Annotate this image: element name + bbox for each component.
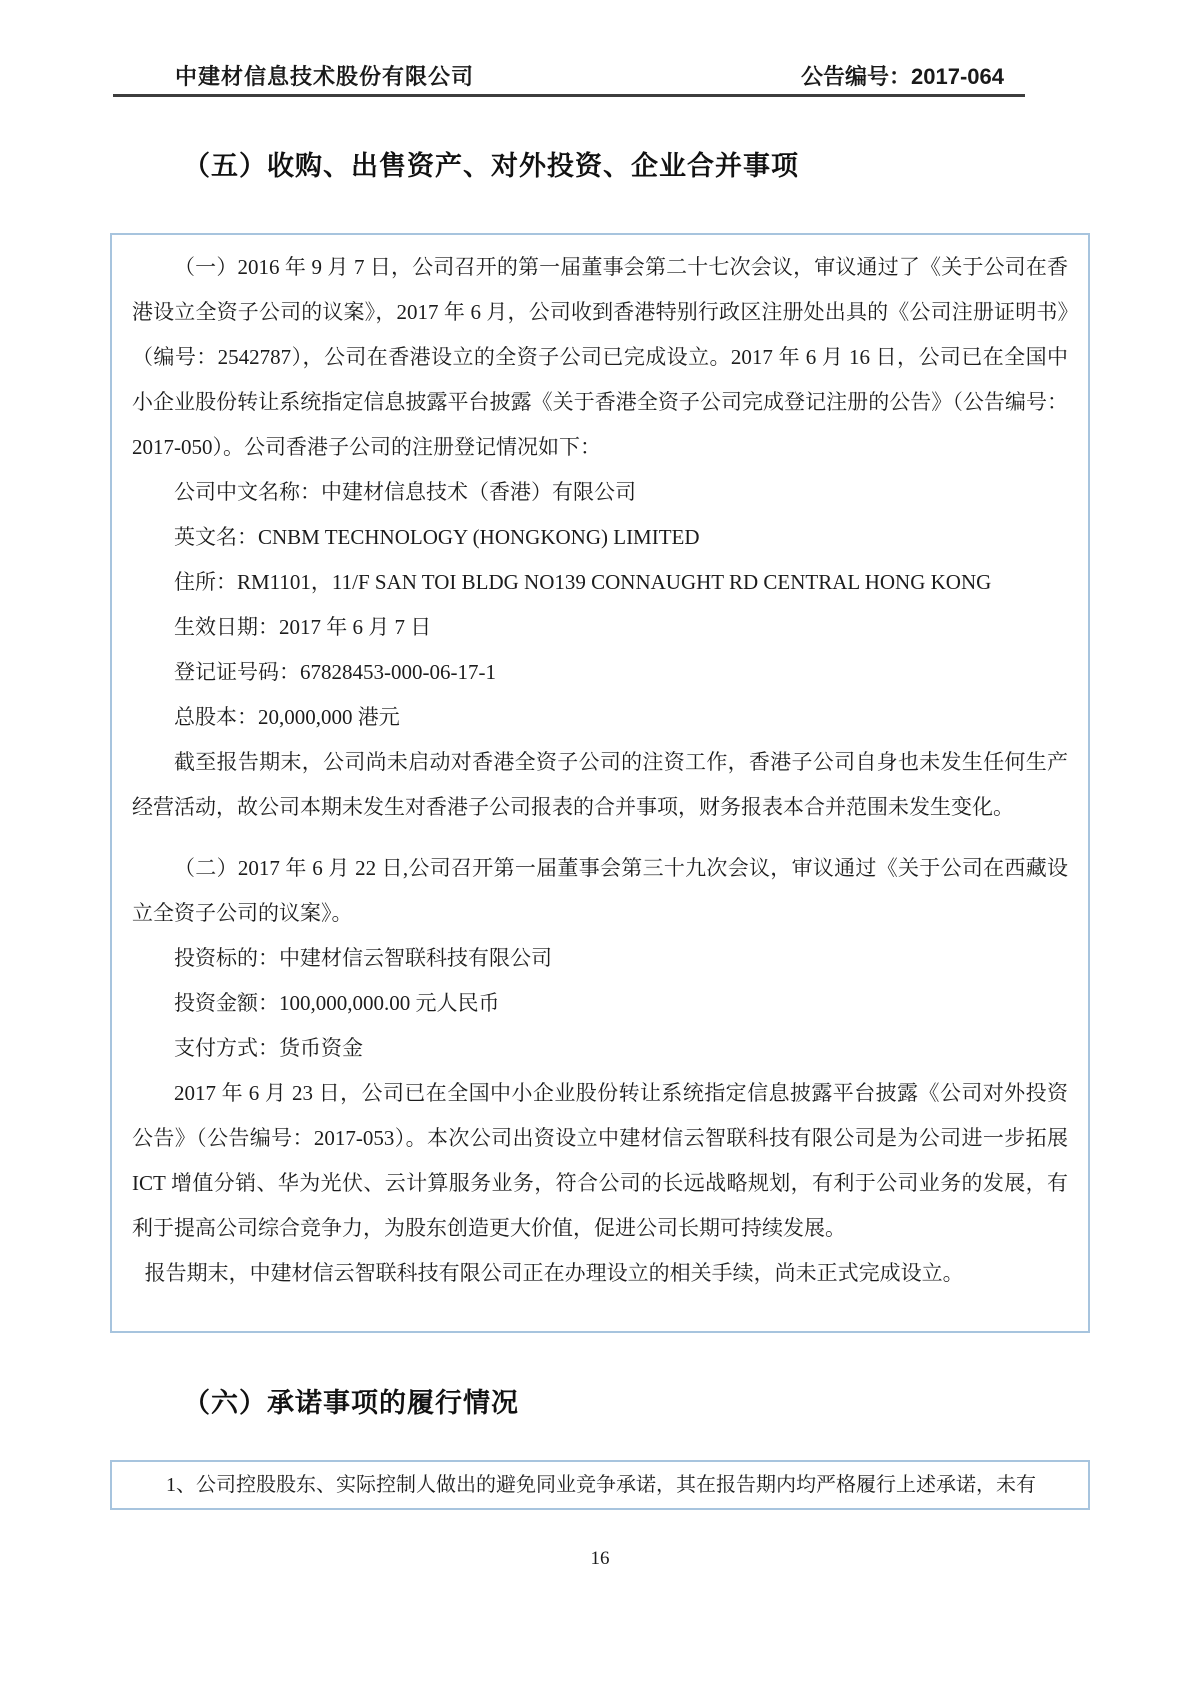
item-effective-date: 生效日期：2017 年 6 月 7 日	[174, 615, 432, 639]
item-registration-no: 登记证号码：67828453-000-06-17-1	[174, 660, 496, 684]
section-five-title: （五）收购、出售资产、对外投资、企业合并事项	[183, 151, 799, 181]
paragraph-commitment: 1、公司控股股东、实际控制人做出的避免同业竞争承诺，其在报告期内均严格履行上述承诺，未有	[166, 1474, 1036, 1496]
header-company-name: 中建材信息技术股份有限公司	[175, 64, 475, 89]
item-company-cn-name: 公司中文名称：中建材信息技术（香港）有限公司	[174, 480, 636, 504]
header-divider	[113, 94, 1025, 97]
item-payment-method: 支付方式：货币资金	[174, 1036, 363, 1060]
section-five-content-box	[110, 233, 1090, 1333]
section-six-title: （六）承诺事项的履行情况	[183, 1388, 519, 1418]
paragraph-hk-subsidiary: （一）2016 年 9 月 7 日，公司召开的第一届董事会第二十七次会议，审议通过了《关于公司在香港设立全资子公司的议案》，2017 年 6 月，公司收到香港特别行政区注册处出具的《公司注册证明书》（编号：2542787），公司在香港设立的全资子公司已完成设立。2017 年 6 月 16 日，公司已在全国中小企业股份转让系统指定信息披露平台披露《关于香港全资子公司完成登记注册的公告》（公告编号：2017-050）。公司香港子公司的注册登记情况如下：	[132, 255, 1068, 459]
item-address: 住所：RM1101，11/F SAN TOI BLDG NO139 CONNAUGHT RD CENTRAL HONG KONG	[174, 570, 992, 594]
item-total-capital: 总股本：20,000,000 港元	[174, 705, 400, 729]
header-notice-number: 公告编号：2017-064	[801, 64, 1004, 89]
item-company-en-name: 英文名：CNBM TECHNOLOGY (HONGKONG) LIMITED	[174, 525, 700, 549]
paragraph-setup-in-progress: 报告期末，中建材信云智联科技有限公司正在办理设立的相关手续，尚未正式完成设立。	[144, 1261, 964, 1285]
paragraph-investment-disclosure: 2017 年 6 月 23 日，公司已在全国中小企业股份转让系统指定信息披露平台披露《公司对外投资公告》（公告编号：2017-053）。本次公司出资设立中建材信云智联科技有限公司是为公司进一步拓展 ICT 增值分销、华为光伏、云计算服务业务，符合公司的长远战略规划，有利于公司业务的发展，有利于提高公司综合竞争力，为股东创造更大价值，促进公司长期可持续发展。	[132, 1081, 1068, 1240]
section-six-content-box	[110, 1460, 1090, 1510]
page-number: 16	[590, 1548, 610, 1569]
item-investment-amount: 投资金额：100,000,000.00 元人民币	[174, 991, 500, 1015]
paragraph-no-injection: 截至报告期末，公司尚未启动对香港全资子公司的注资工作，香港子公司自身也未发生任何生产经营活动，故公司本期未发生对香港子公司报表的合并事项，财务报表本合并范围未发生变化。	[132, 750, 1068, 819]
paragraph-tibet-subsidiary: （二）2017 年 6 月 22 日,公司召开第一届董事会第三十九次会议，审议通过《关于公司在西藏设立全资子公司的议案》。	[132, 856, 1068, 925]
item-investment-target: 投资标的：中建材信云智联科技有限公司	[174, 946, 552, 970]
